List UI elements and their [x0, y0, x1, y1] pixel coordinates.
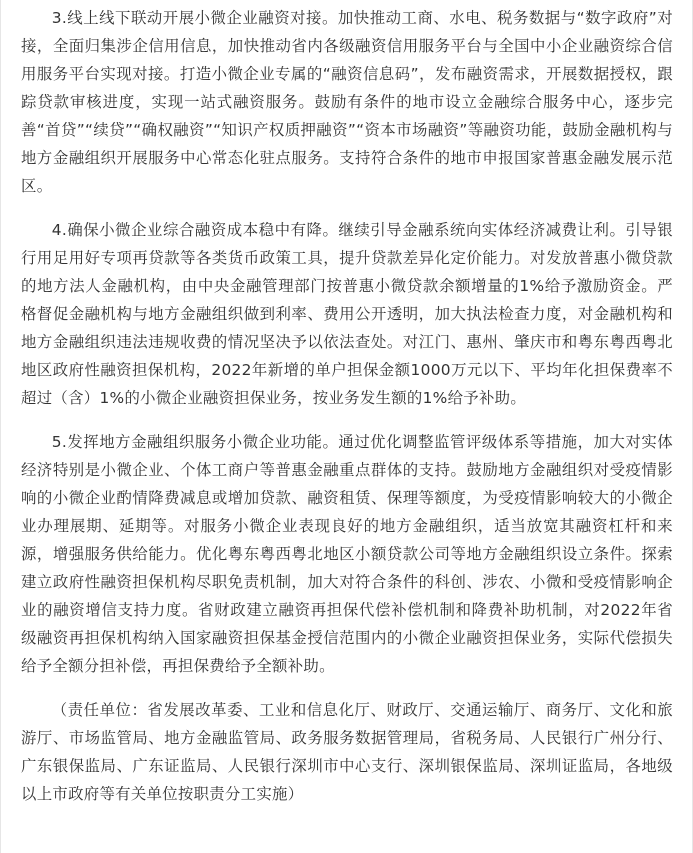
paragraph-5-local-financial-organizations: 5.发挥地方金融组织服务小微企业功能。通过优化调整监管评级体系等措施，加大对实体经济特别是小微企业、个体工商户等普惠金融重点群体的支持。鼓励地方金融组织对受疫情影响的小微企业酌情降费减息或增加贷款、融资租赁、保理等额度，为受疫情影响较大的小微企业办理展期、延期等。对服务小微企业表现良好的地方金融组织，适当放宽其融资杠杆和来源，增强服务供给能力。优化粤东粤西粤北地区小额贷款公司等地方金融组织设立条件。探索建立政府性融资担保机构尽职免责机制，加大对符合条件的科创、涉农、小微和受疫情影响企业的融资增信支持力度。省财政建立融资再担保代偿补偿机制和降费补助机制，对2022年省级融资再担保机构纳入国家融资担保基金授信范围内的小微企业融资担保业务，实际代偿损失给予全额分担补偿，再担保费给予全额补助。 [21, 433, 673, 675]
paragraph-3-financing-matchmaking: 3.线上线下联动开展小微企业融资对接。加快推动工商、水电、税务数据与“数字政府”对接，全面归集涉企信用信息，加快推动省内各级融资信用服务平台与全国中小企业融资综合信用服务平台实现对接。打造小微企业专属的“融资信息码”，发布融资需求，开展数据授权，跟踪贷款审核进度，实现一站式融资服务。鼓励有条件的地市设立金融综合服务中心，逐步完善“首贷”“续贷”“确权融资”“知识产权质押融资”“资本市场融资”等融资功能，鼓励金融机构与地方金融组织开展服务中心常态化驻点服务。支持符合条件的地市申报国家普惠金融发展示范区。 [21, 9, 673, 195]
responsible-units-note: （责任单位：省发展改革委、工业和信息化厅、财政厅、交通运输厅、商务厅、文化和旅游厅、市场监管局、地方金融监管局、政务服务数据管理局，省税务局、人民银行广州分行、广东银保监局、广东证监局、人民银行深圳市中心支行、深圳银保监局、深圳证监局，各地级以上市政府等有关单位按职责分工实施） [21, 701, 673, 803]
article-body [21, 4, 673, 808]
paragraph-4-financing-cost: 4.确保小微企业综合融资成本稳中有降。继续引导金融系统向实体经济减费让利。引导银行用足用好专项再贷款等各类货币政策工具，提升贷款差异化定价能力。对发放普惠小微贷款的地方法人金融机构，由中央金融管理部门按普惠小微贷款余额增量的1%给予激励资金。严格督促金融机构与地方金融组织做到利率、费用公开透明，加大执法检查力度，对金融机构和地方金融组织违法违规收费的情况坚决予以依法查处。对江门、惠州、肇庆市和粤东粤西粤北地区政府性融资担保机构，2022年新增的单户担保金额1000万元以下、平均年化担保费率不超过（含）1%的小微企业融资担保业务，按业务发生额的1%给予补助。 [21, 221, 673, 407]
